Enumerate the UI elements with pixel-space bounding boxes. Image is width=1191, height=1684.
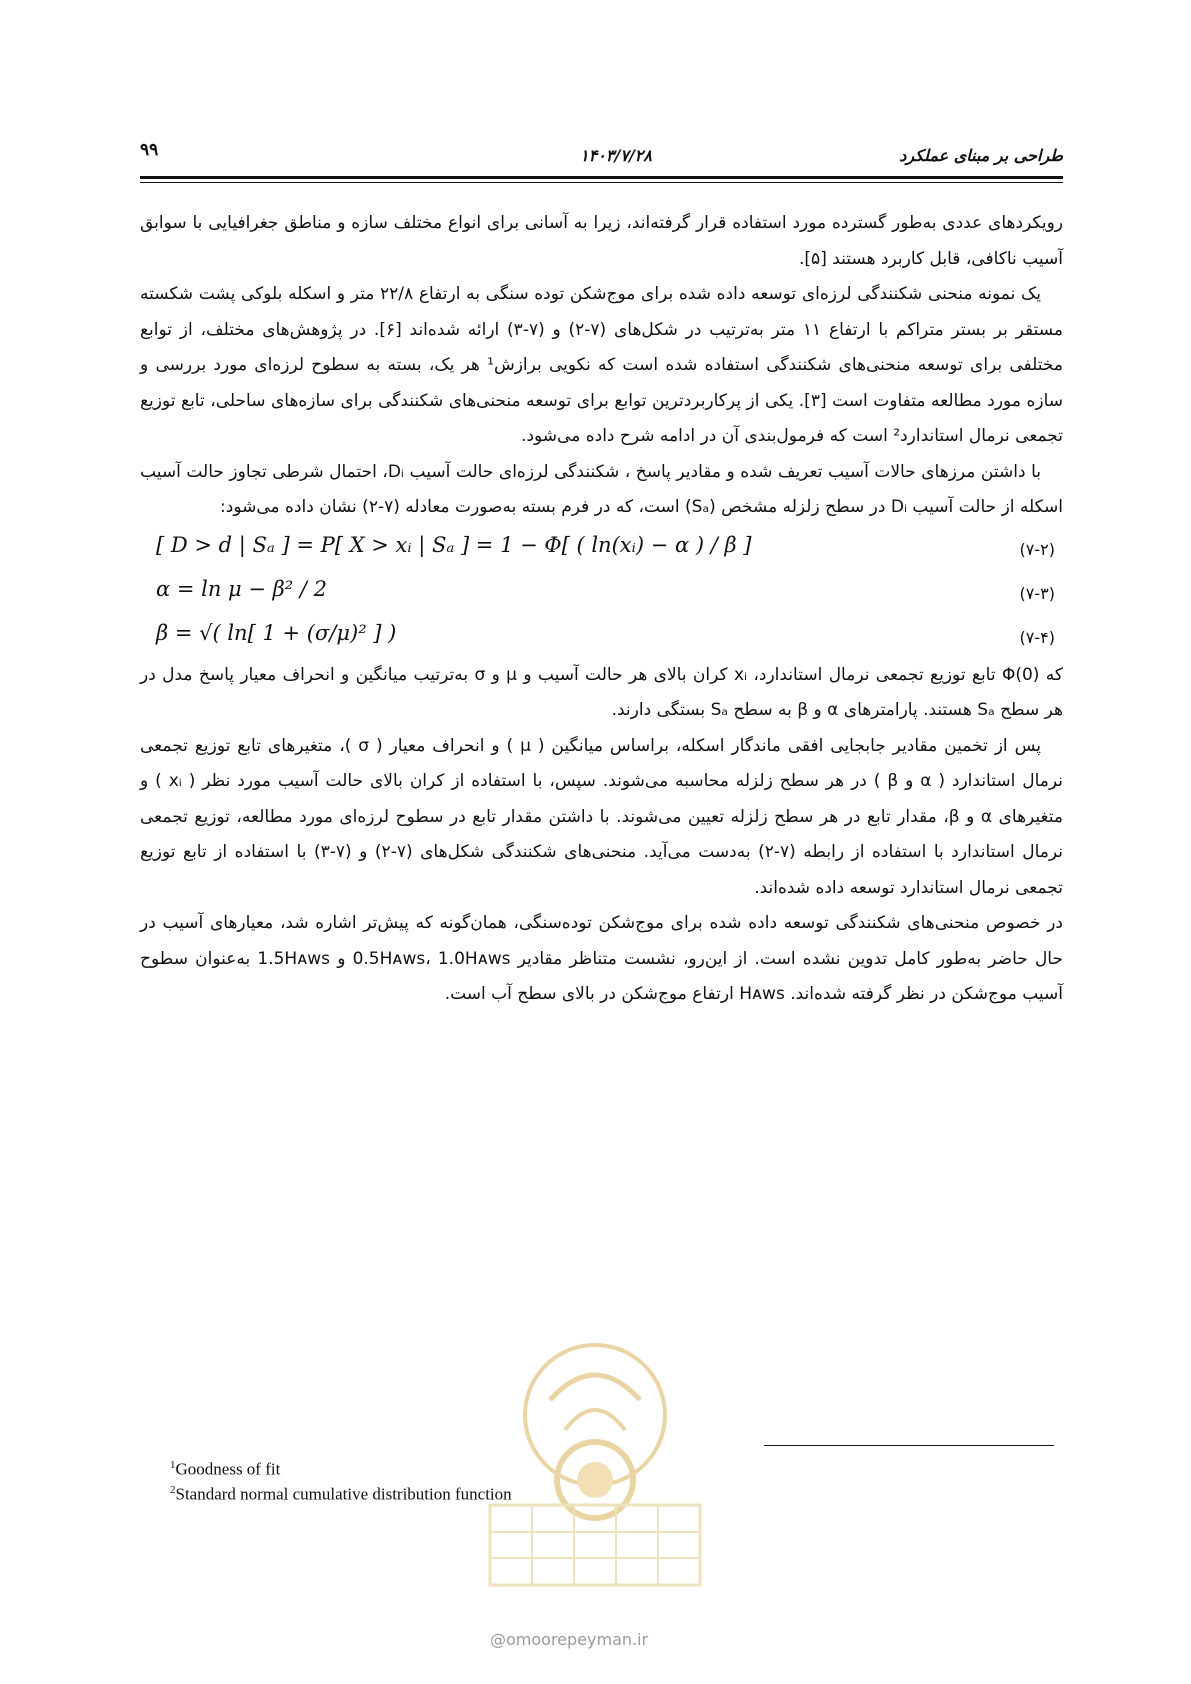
paragraph-2: یک نمونه منحنی شکنندگی لرزه‌ای توسعه داده شده برای موج‌شکن توده سنگی به ارتفاع ۲۲/۸ متر و اسکله بلوکی پشت شکسته مستقر بر بستر متراکم با ارتفاع ۱۱ متر به‌ترتیب در شکل‌های (۷-۲) و (۷-۳) ارائه شده‌اند [۶]. در پژوهش‌های مختلف، از توابع مختلفی برای توسعه منحنی‌های شکنندگی استفاده شده است که نکویی برازش¹ هر یک، بسته به سطوح لرزه‌ای مورد بررسی و سازه مورد مطالعه متفاوت است [۳]. یکی از پرکاربردترین توابع برای توسعه منحنی‌های شکنندگی برای سازه‌های ساحلی، تابع توزیع تجمعی نرمال استاندارد² است که فرمول‌بندی آن در ادامه شرح داده می‌شود. [140, 284, 1063, 446]
equation-formula: α = ln μ − β² / 2 [156, 576, 327, 601]
equation-formula: [ D > d | Sₐ ] = P[ X > xᵢ | Sₐ ] = 1 − Φ[ ( ln(xᵢ) − α ) / β ] [156, 532, 752, 557]
equation-number: (۷-۴) [1019, 627, 1055, 647]
footnote-mark: 1 [170, 1459, 176, 1471]
equation-7-4 [140, 614, 1063, 658]
page-body [140, 206, 1063, 1013]
paragraph-6: در خصوص منحنی‌های شکنندگی توسعه داده شده برای موج‌شکن توده‌سنگی، همان‌گونه که پیش‌تر اشاره شد، معیارهای آسیب در حال حاضر به‌طور کامل تدوین نشده است. از این‌رو، نشست متناظر مقادیر 0.5Hᴀᴡꜱ، 1.0Hᴀᴡꜱ و 1.5Hᴀᴡꜱ به‌عنوان سطوح آسیب موج‌شکن در نظر گرفته شده‌اند. Hᴀᴡꜱ ارتفاع موج‌شکن در بالای سطح آب است. [140, 913, 1063, 1004]
paragraph-3: با داشتن مرزهای حالات آسیب تعریف شده و مقادیر پاسخ ، شکنندگی لرزه‌ای حالت آسیب Dᵢ، احتمال شرطی تجاوز حالت آسیب اسکله از حالت آسیب Dᵢ در سطح زلزله مشخص (Sₐ) است، که در فرم بسته به‌صورت معادله (۷-۲) نشان داده می‌شود: [140, 461, 1063, 517]
header-rule-thick [140, 176, 1063, 179]
watermark-site: @omoorepeyman.ir [490, 1630, 649, 1649]
footnote-1 [170, 1455, 512, 1480]
footnote-text: Goodness of fit [175, 1459, 281, 1479]
equation-number: (۷-۲) [1019, 539, 1055, 559]
footnotes [170, 1455, 512, 1504]
equation-7-3 [140, 570, 1063, 614]
footnote-rule [764, 1445, 1054, 1446]
paragraph-5: پس از تخمین مقادیر جابجایی افقی ماندگار اسکله، براساس میانگین ( μ ) و انحراف معیار ( σ )، متغیرهای تابع توزیع تجمعی نرمال استاندارد ( α و β ) در هر سطح زلزله محاسبه می‌شوند. سپس، با استفاده از کران بالای حالت آسیب مورد نظر ( xᵢ ) و متغیرهای α و β، مقدار تابع در هر سطح زلزله تعیین می‌شوند. با داشتن مقدار تابع در سطوح لرزه‌ای مورد مطالعه، توزیع تجمعی نرمال استاندارد با استفاده از رابطه (۷-۲) به‌دست می‌آید. منحنی‌های شکنندگی شکل‌های (۷-۲) و (۷-۳) با استفاده از تابع توزیع تجمعی نرمال استاندارد توسعه داده شده‌اند. [140, 735, 1063, 898]
page-number: ۹۹ [140, 140, 159, 160]
equation-formula: β = √( ln[ 1 + (σ/μ)² ] ) [156, 620, 397, 645]
footnote-text: Standard normal cumulative distribution function [175, 1484, 512, 1504]
page-header [140, 140, 1063, 170]
footnote-2 [170, 1480, 512, 1505]
footnote-mark: 2 [170, 1483, 176, 1496]
paragraph-1: رویکردهای عددی به‌طور گسترده مورد استفاده قرار گرفته‌اند، زیرا به آسانی برای انواع مختلف سازه و مناطق جغرافیایی با سوابق آسیب ناکافی، قابل کاربرد هستند [۵]. [140, 213, 1063, 269]
paragraph-4: که Φ(0) تابع توزیع تجمعی نرمال استاندارد، xᵢ کران بالای هر حالت آسیب و μ و σ به‌ترتیب میانگین و انحراف معیار پاسخ مدل در هر سطح Sₐ هستند. پارامترهای α و β به سطح Sₐ بستگی دارند. [140, 664, 1063, 720]
equation-7-2 [140, 526, 1063, 570]
header-rule-thin [140, 182, 1063, 183]
header-title: طراحی بر مبنای عملکرد [899, 146, 1063, 165]
header-date: ۱۴۰۳/۷/۲۸ [580, 146, 652, 165]
equation-number: (۷-۳) [1019, 583, 1055, 603]
